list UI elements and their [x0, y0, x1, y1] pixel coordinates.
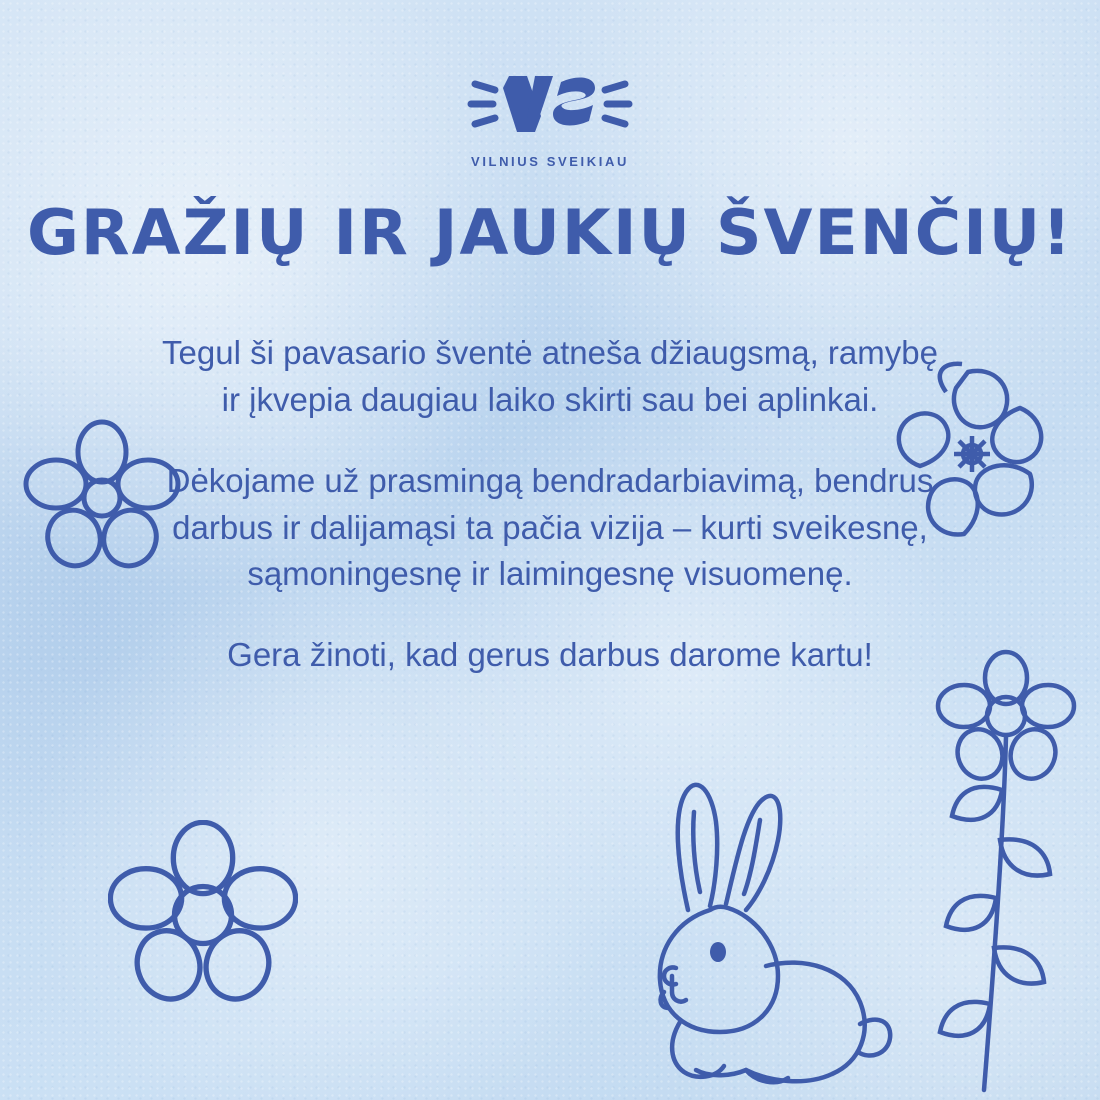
message-body: [150, 330, 950, 679]
page-title: GRAŽIŲ IR JAUKIŲ ŠVENČIŲ!: [26, 196, 1074, 269]
brand-logo: [0, 62, 1100, 169]
flower-blossom-icon: [880, 358, 1060, 548]
flower-icon: [108, 820, 298, 1010]
message-paragraph-2: Dėkojame už prasmingą bendradarbiavimą, bendrus darbus ir dalijamąsi ta pačia vizija – kurti sveikesnę, sąmoningesnę ir laimingesnę visuomenę.: [166, 461, 934, 593]
bunny-icon: [560, 770, 900, 1100]
flower-stem-icon: [930, 640, 1090, 1100]
vs-monogram-icon: [465, 62, 635, 148]
message-paragraph-1: Tegul ši pavasario šventė atneša džiaugsmą, ramybę ir įkvepia daugiau laiko skirti sau bei aplinkai.: [162, 334, 938, 418]
flower-icon: [22, 418, 182, 578]
message-paragraph-3: Gera žinoti, kad gerus darbus darome kartu!: [227, 636, 873, 674]
brand-name: VILNIUS SVEIKIAU: [471, 154, 629, 169]
